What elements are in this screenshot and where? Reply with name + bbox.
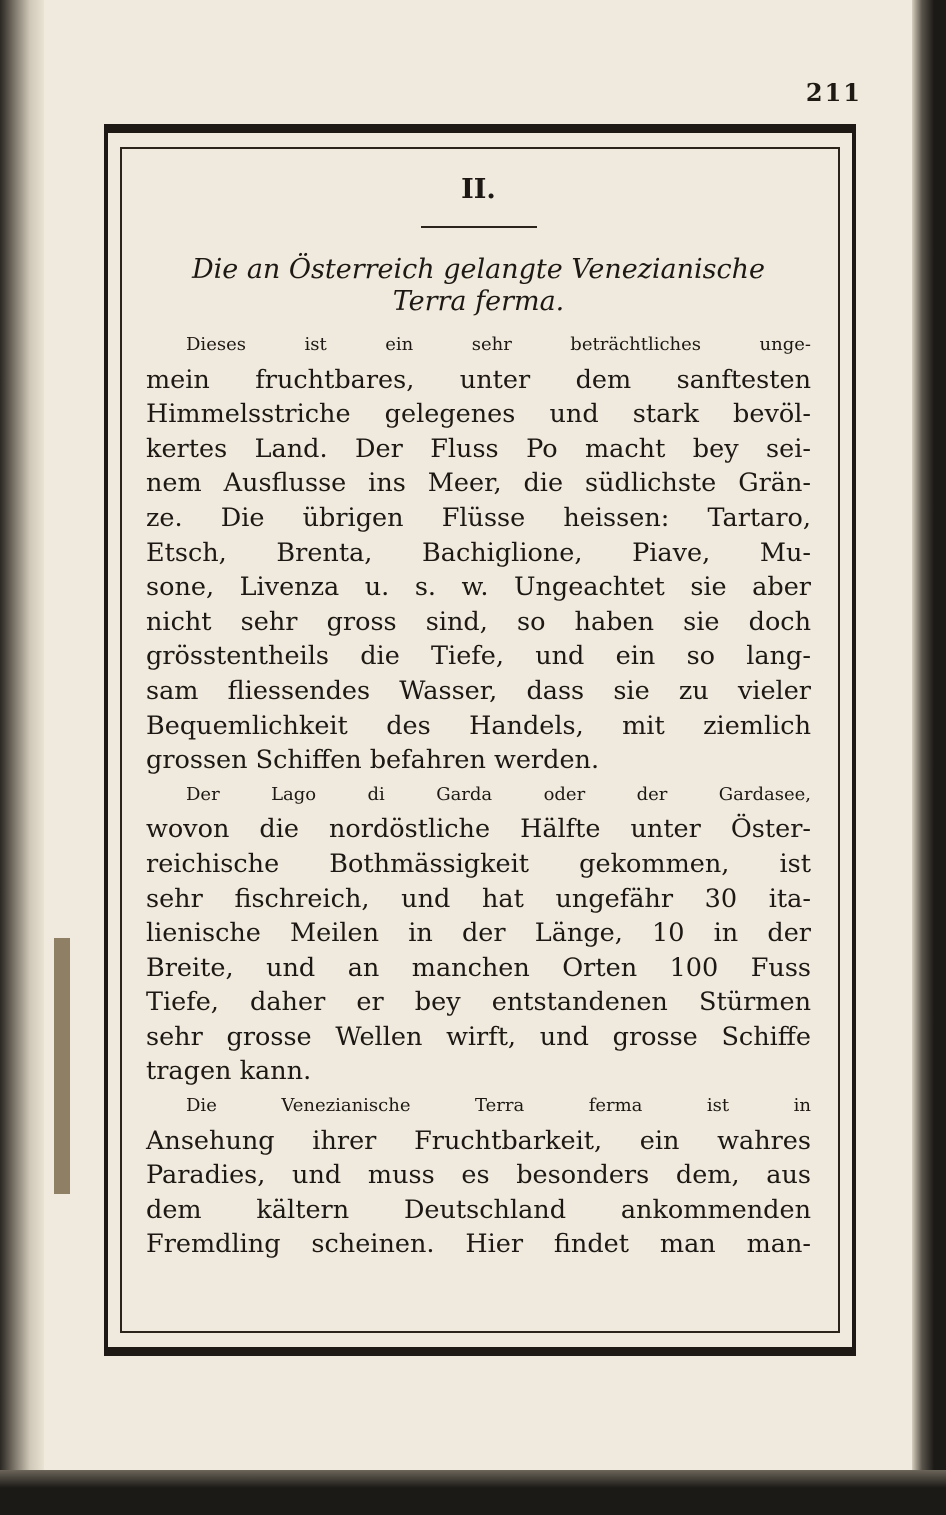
bottom-shadow — [0, 1470, 946, 1515]
text-line: nicht sehr gross sind, so haben sie doch — [146, 606, 811, 637]
section-title-line: Die an Österreich gelangte Venezianische — [191, 254, 766, 285]
text-line: sam fliessendes Wasser, dass sie zu vieler — [146, 675, 811, 706]
book-gutter — [0, 0, 44, 1515]
text-line: Bequemlichkeit des Handels, mit ziemlich — [146, 710, 811, 741]
page-edge — [912, 0, 946, 1515]
text-line: sone, Livenza u. s. w. Ungeachtet sie aber — [146, 572, 811, 603]
page-number: 211 — [805, 78, 862, 107]
text-line: dem kältern Deutschland ankommenden — [146, 1194, 811, 1225]
text-line: Paradies, und muss es besonders dem, aus — [146, 1160, 811, 1191]
paragraph-1 — [146, 328, 811, 778]
text-line: lienische Meilen in der Länge, 10 in der — [146, 918, 811, 949]
text-line: Die Venezianische Terra ferma ist in — [186, 1095, 811, 1117]
text-line: Der Lago di Garda oder der Gardasee, — [186, 783, 811, 805]
section-title-line: Terra ferma. — [392, 286, 565, 317]
chapter-rule — [421, 226, 537, 228]
text-line: sehr grosse Wellen wirft, und grosse Schiffe — [146, 1021, 811, 1052]
text-line: grossen Schiffen befahren werden. — [146, 745, 600, 776]
page-content — [146, 168, 811, 1262]
spine-strip — [54, 938, 70, 1194]
chapter-number: II. — [461, 174, 496, 205]
paragraph-2 — [146, 778, 811, 1089]
text-line: Breite, und an manchen Orten 100 Fuss — [146, 952, 811, 983]
text-line: Himmelsstriche gelegenes und stark bevöl- — [146, 399, 811, 430]
text-line: nem Ausflusse ins Meer, die südlichste Grän- — [146, 468, 811, 499]
section-title — [146, 254, 811, 318]
text-line: wovon die nordöstliche Hälfte unter Öster- — [146, 814, 811, 845]
text-line: mein fruchtbares, unter dem sanftesten — [146, 364, 811, 395]
text-line: reichische Bothmässigkeit gekommen, ist — [146, 848, 811, 879]
paragraph-3 — [146, 1089, 811, 1262]
text-line: ze. Die übrigen Flüsse heissen: Tartaro, — [146, 502, 811, 533]
text-line: Etsch, Brenta, Bachiglione, Piave, Mu- — [146, 537, 811, 568]
text-line: Ansehung ihrer Fruchtbarkeit, ein wahres — [146, 1125, 811, 1156]
text-line: Fremdling scheinen. Hier findet man man- — [146, 1229, 811, 1260]
text-line: sehr fischreich, und hat ungefähr 30 ita- — [146, 883, 811, 914]
text-line: tragen kann. — [146, 1056, 312, 1087]
text-line: Tiefe, daher er bey entstandenen Stürmen — [146, 987, 811, 1018]
text-line: grösstentheils die Tiefe, und ein so lang- — [146, 641, 811, 672]
text-line: kertes Land. Der Fluss Po macht bey sei- — [146, 433, 811, 464]
text-line: Dieses ist ein sehr beträchtliches unge- — [186, 334, 811, 355]
